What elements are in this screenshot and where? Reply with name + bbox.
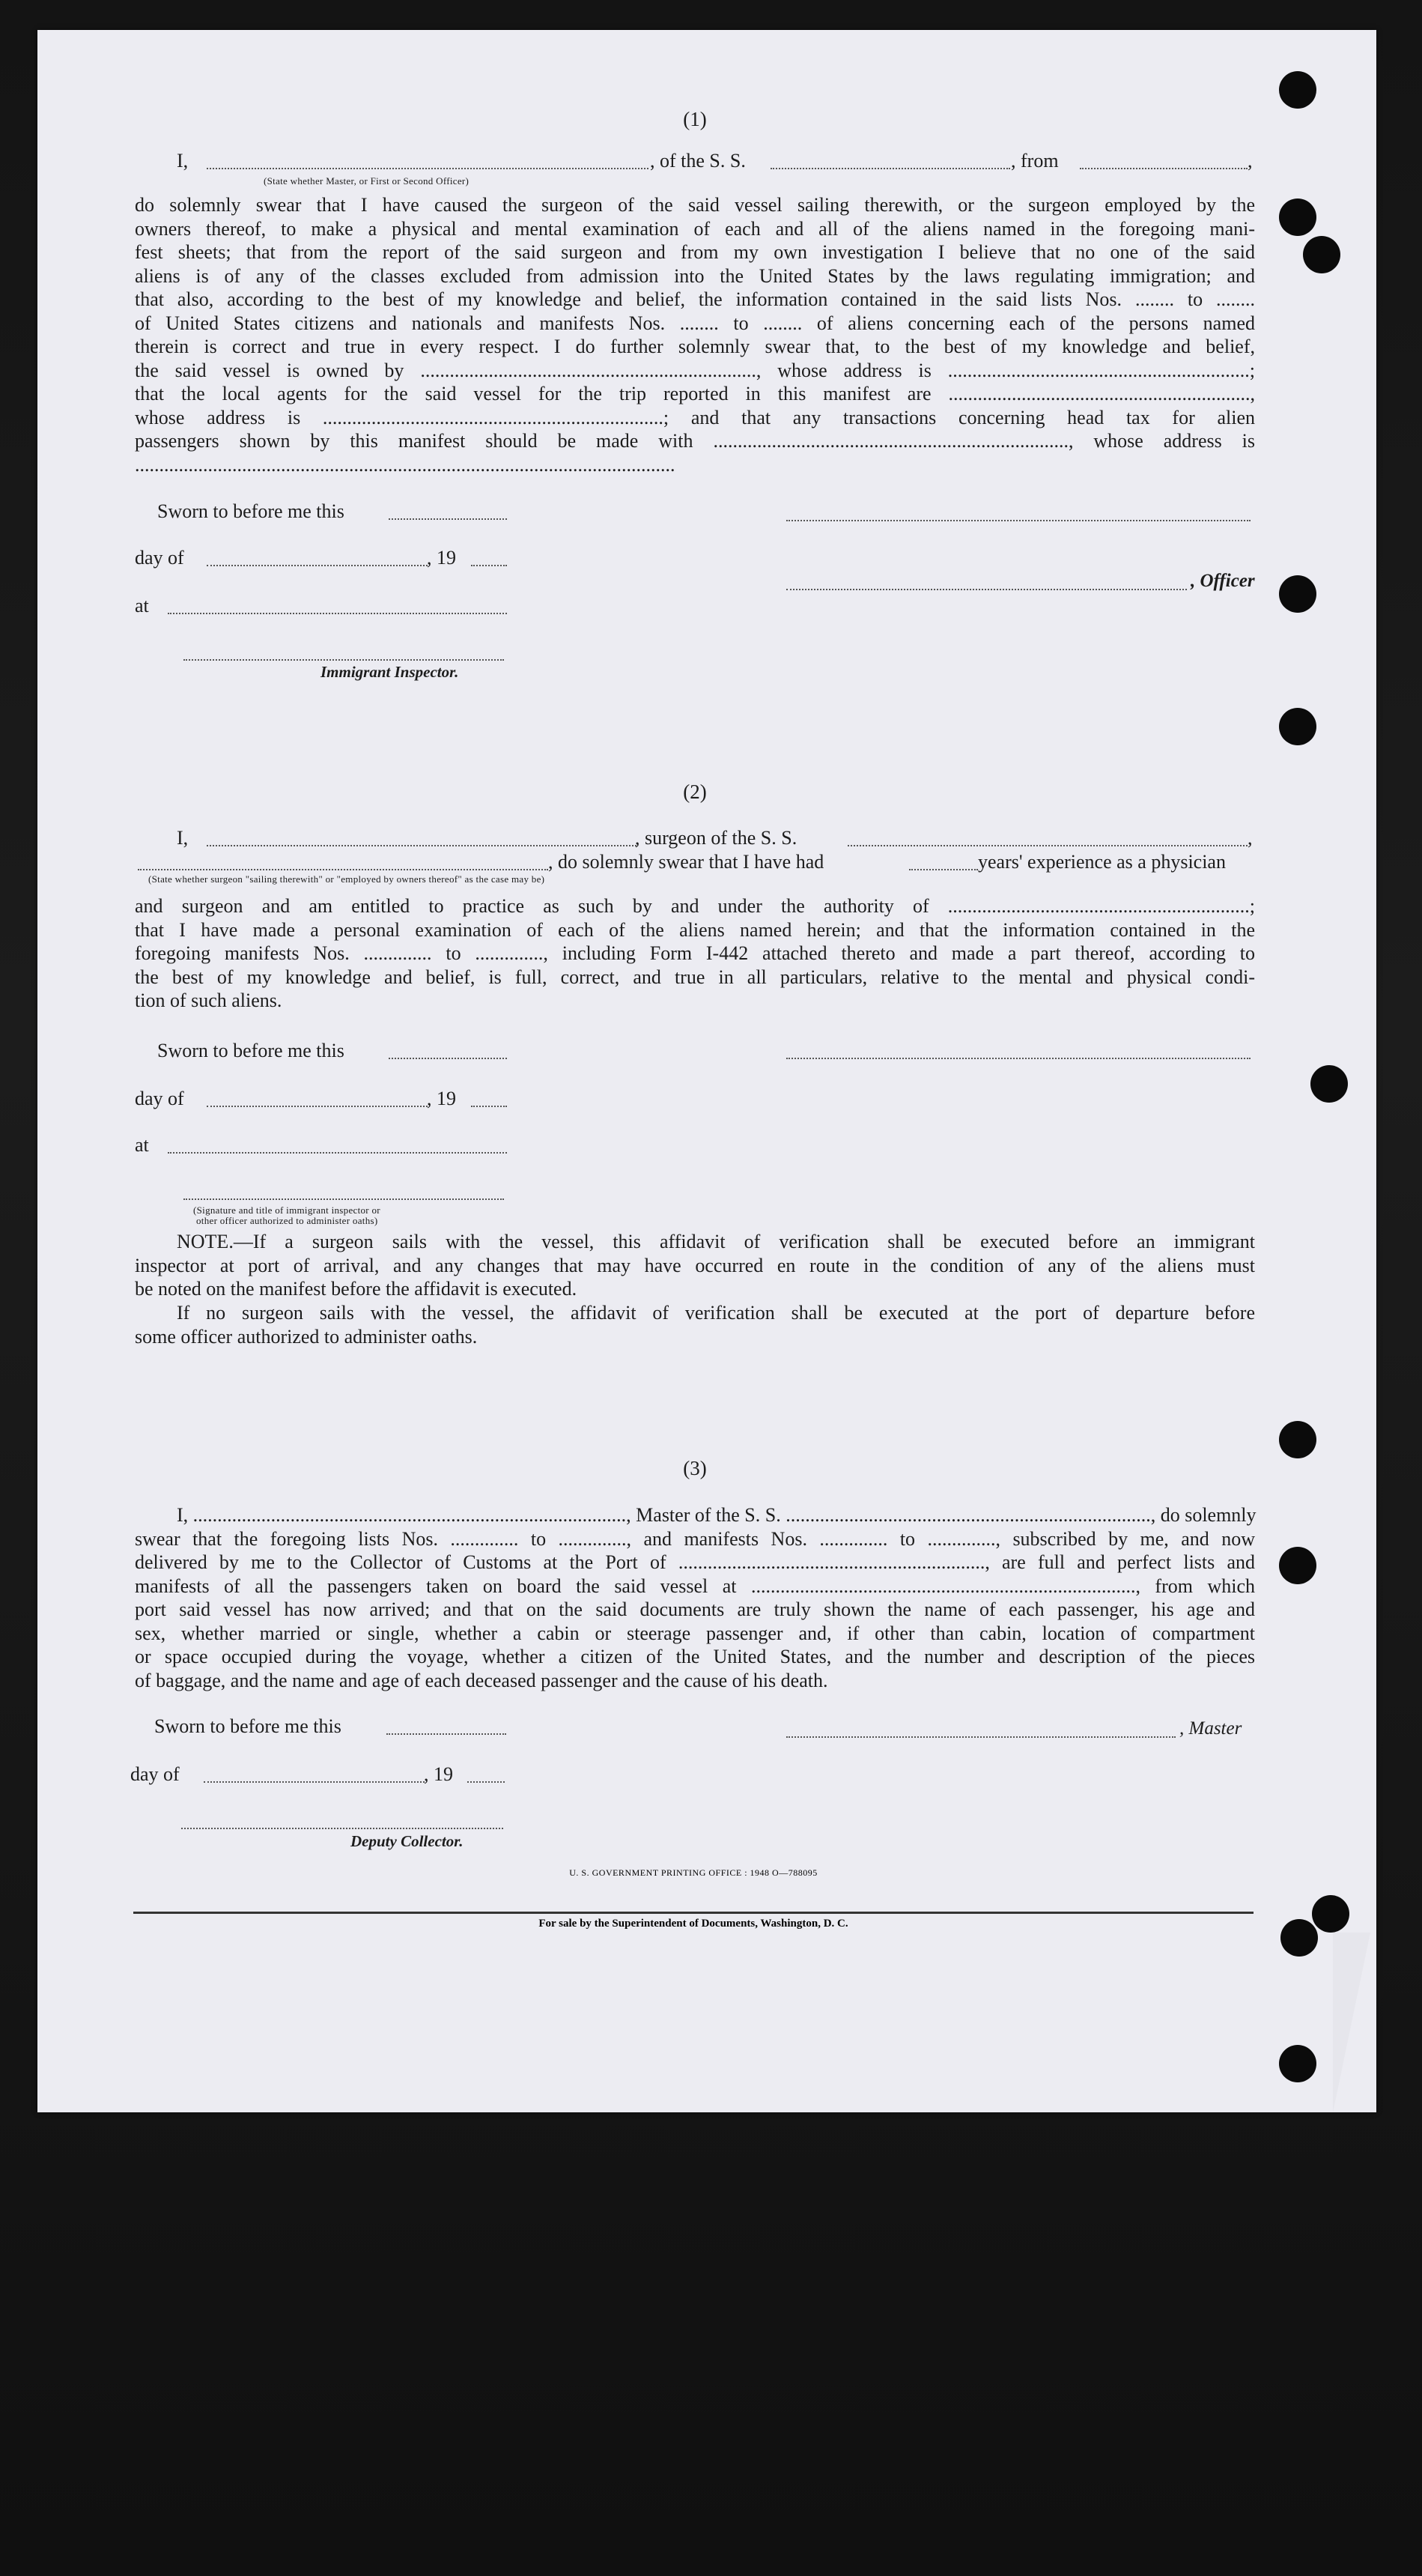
year-field[interactable]: [471, 1106, 507, 1107]
signature-caption-line-1: (Signature and title of immigrant inspector or: [193, 1204, 380, 1216]
section-number: (2): [683, 781, 707, 803]
from-port-field[interactable]: [1080, 168, 1248, 169]
ship-name-field[interactable]: [771, 168, 1010, 169]
surgeon-signature-line[interactable]: [786, 1058, 1251, 1059]
inspector-label: Immigrant Inspector.: [320, 663, 459, 681]
master-signature-line[interactable]: [786, 1736, 1176, 1738]
punch-hole: [1303, 236, 1340, 273]
sworn-date-field[interactable]: [389, 1058, 507, 1059]
place-field[interactable]: [168, 613, 507, 614]
section-1-body: [135, 193, 1255, 476]
officer-signature-line[interactable]: [786, 589, 1187, 590]
printing-office-imprint: U. S. GOVERNMENT PRINTING OFFICE : 1948 O—788095: [569, 1867, 818, 1878]
pronoun-text: I,: [177, 150, 189, 172]
punch-hole: [1312, 1895, 1349, 1933]
note-line: inspector at port of arrival, and any changes that may have occurred en route in the condition of any of the aliens must: [135, 1254, 1255, 1276]
sworn-text: Sworn to before me this: [157, 1040, 344, 1061]
body-line: the best of my knowledge and belief, is full, correct, and true in all particulars, relative to the mental and physical condi-: [135, 966, 1255, 988]
note-line: some officer authorized to administer oaths.: [135, 1325, 478, 1348]
punch-hole: [1279, 2045, 1316, 2082]
comma-text: ,: [1248, 150, 1253, 172]
punch-hole: [1310, 1065, 1348, 1103]
body-line: of baggage, and the name and age of each deceased passenger and the cause of his death.: [135, 1669, 828, 1691]
body-line: ...............................................................................................................: [135, 453, 675, 476]
from-text: , from: [1011, 150, 1059, 172]
punch-hole: [1279, 575, 1316, 613]
inspector-signature-line[interactable]: [183, 659, 504, 661]
surgeon-note: [135, 1230, 1255, 1301]
officer-name-field[interactable]: [207, 168, 648, 169]
for-sale-notice: For sale by the Superintendent of Documents, Washington, D. C.: [538, 1918, 848, 1930]
body-line: passengers shown by this manifest should be made with ........................................................................., whose address is: [135, 430, 1255, 452]
body-line: or space occupied during the voyage, whether a citizen of the United States, and the number and description of the pieces: [135, 1646, 1255, 1667]
year-prefix-text: , 19: [424, 1763, 453, 1785]
punch-hole: [1279, 71, 1316, 109]
administering-officer-signature-line[interactable]: [183, 1198, 504, 1200]
body-line: aliens is of any of the classes excluded from admission into the United States by the laws regulating immigration; and: [135, 264, 1255, 287]
day-of-text: day of: [135, 547, 184, 569]
punch-hole: [1280, 1919, 1318, 1957]
officer-caption: (State whether Master, or First or Second Officer): [264, 175, 470, 187]
body-line: foregoing manifests Nos. .............. to .............., including Form I-442 attached thereto and made a part thereof, according to: [135, 942, 1255, 964]
day-of-text: day of: [135, 1088, 184, 1109]
section-2-body: [135, 894, 1255, 1013]
collector-label: Deputy Collector.: [350, 1832, 464, 1850]
sworn-text: Sworn to before me this: [157, 500, 344, 522]
ship-name-field[interactable]: [848, 845, 1248, 846]
sworn-date-field[interactable]: [389, 518, 507, 520]
at-text: at: [135, 1134, 149, 1156]
sworn-date-field[interactable]: [386, 1733, 506, 1735]
body-line: swear that the foregoing lists Nos. .............. to .............., and manifests Nos. .............. to .............., subscribed by me, and now: [135, 1527, 1255, 1550]
body-line: fest sheets; that from the report of the said surgeon and from my own investigation I believe that no one of the said: [135, 241, 1255, 263]
place-field[interactable]: [168, 1152, 507, 1154]
body-line: whose address is ......................................................................; and that any transactions concerning head tax for alien: [135, 406, 1255, 428]
pronoun-text: I,: [177, 827, 189, 849]
note-line: NOTE.—If a surgeon sails with the vessel, this affidavit of verification shall be executed before an immigrant: [177, 1231, 1255, 1252]
punch-hole: [1279, 198, 1316, 236]
body-line: therein is correct and true in every respect. I do further solemnly swear that, to the best of my knowledge and belief,: [135, 336, 1255, 357]
body-line: tion of such aliens.: [135, 990, 282, 1011]
surgeon-name-field[interactable]: [207, 845, 636, 846]
body-line: I, ........................................................................................., Master of the S. S. ..........................................................................., do solemnly: [177, 1504, 1257, 1526]
surgeon-status-field[interactable]: [138, 869, 548, 870]
year-field[interactable]: [467, 1781, 505, 1783]
surgeon-of-text: , surgeon of the S. S.: [635, 827, 797, 849]
body-line: that the local agents for the said vessel for the trip reported in this manifest are ..............................................................,: [135, 383, 1255, 404]
body-line: sex, whether married or single, whether a cabin or steerage passenger and, if other than cabin, location of compartment: [135, 1622, 1255, 1644]
officer-title: , Officer: [1191, 571, 1255, 591]
surgeon-caption: (State whether surgeon "sailing therewith" or "employed by owners thereof" as the case may be): [148, 873, 545, 885]
page-corner-tab: [1333, 1933, 1370, 2112]
body-line: the said vessel is owned by ....................................................................., whose address is ..............................................................;: [135, 359, 1255, 381]
year-prefix-text: , 19: [427, 547, 456, 569]
year-prefix-text: , 19: [427, 1088, 456, 1109]
at-text: at: [135, 595, 149, 616]
no-surgeon-note: [135, 1301, 1255, 1348]
month-field[interactable]: [204, 1781, 425, 1783]
body-line: that also, according to the best of my knowledge and belief, the information contained in the said lists Nos. ........ to ........: [135, 288, 1255, 310]
month-field[interactable]: [207, 1106, 428, 1107]
day-of-text: day of: [130, 1763, 180, 1785]
punch-hole: [1279, 708, 1316, 745]
month-field[interactable]: [207, 565, 428, 566]
officer-signature-line-top[interactable]: [786, 520, 1251, 521]
sworn-text: Sworn to before me this: [154, 1715, 341, 1737]
punch-hole: [1279, 1421, 1316, 1458]
body-line: and surgeon and am entitled to practice as such by and under the authority of ..............................................................;: [135, 895, 1255, 917]
master-title: , Master: [1179, 1718, 1242, 1739]
section-number: (3): [683, 1457, 707, 1479]
body-line: manifests of all the passengers taken on board the said vessel at ..............................................................................., from which: [135, 1575, 1255, 1597]
body-line: owners thereof, to make a physical and mental examination of each and all of the aliens named in the foregoing mani-: [135, 217, 1255, 240]
body-line: of United States citizens and nationals and manifests Nos. ........ to ........ of aliens concerning each of the persons named: [135, 312, 1255, 334]
years-field[interactable]: [909, 869, 978, 870]
comma-text: ,: [1248, 827, 1253, 849]
signature-caption-line-2: other officer authorized to administer oaths): [196, 1215, 378, 1226]
year-field[interactable]: [471, 565, 507, 566]
section-number: (1): [683, 108, 707, 130]
body-line: that I have made a personal examination of each of the aliens named herein; and that the information contained in the: [135, 918, 1255, 941]
note-line: If no surgeon sails with the vessel, the affidavit of verification shall be executed at the port of departure before: [177, 1302, 1255, 1324]
body-line: port said vessel has now arrived; and that on the said documents are truly shown the name of each passenger, his age and: [135, 1598, 1255, 1620]
years-text: years' experience as a physician: [978, 851, 1226, 873]
section-3-body: [135, 1503, 1255, 1692]
note-line: be noted on the manifest before the affidavit is executed.: [135, 1278, 577, 1300]
collector-signature-line[interactable]: [181, 1828, 503, 1829]
of-ship-text: , of the S. S.: [650, 150, 746, 172]
body-line: do solemnly swear that I have caused the surgeon of the said vessel sailing therewith, or the surgeon employed by the: [135, 194, 1255, 216]
body-line: delivered by me to the Collector of Customs at the Port of ..............................................................., are full and perfect lists and: [135, 1551, 1255, 1573]
footer-rule: [133, 1912, 1254, 1914]
punch-hole: [1279, 1547, 1316, 1584]
swear-text: , do solemnly swear that I have had: [548, 851, 824, 873]
